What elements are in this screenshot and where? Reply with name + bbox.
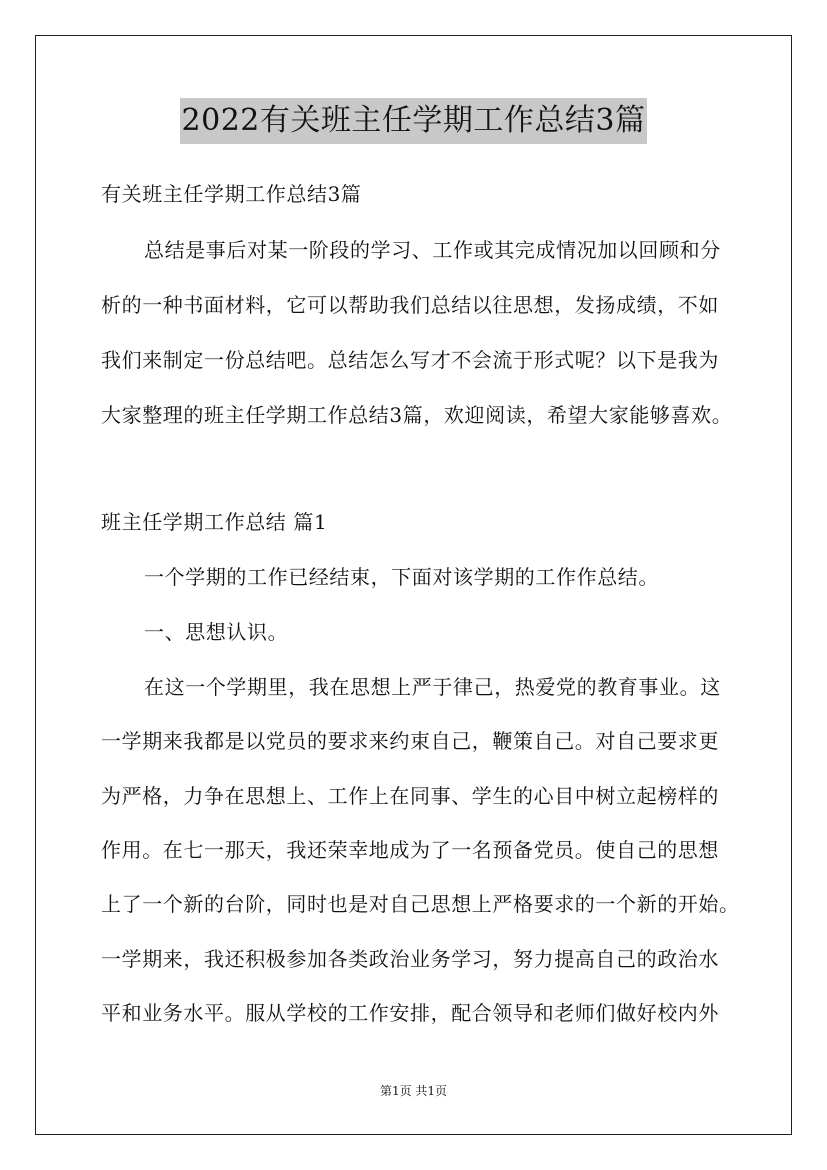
intro-line: 大家整理的班主任学期工作总结3篇，欢迎阅读，希望大家能够喜欢。 (101, 403, 733, 427)
page-footer: 第1页 共1页 (379, 1084, 448, 1098)
title-container (0, 98, 827, 144)
document-title: 2022有关班主任学期工作总结3篇 (180, 98, 648, 144)
intro-line: 总结是事后对某一阶段的学习、工作或其完成情况加以回顾和分 (144, 238, 721, 262)
section-heading: 班主任学期工作总结 篇1 (101, 510, 328, 534)
body-line: 一学期来我都是以党员的要求来约束自己，鞭策自己。对自己要求更 (101, 729, 719, 753)
section-intro: 一个学期的工作已经结束，下面对该学期的工作作总结。 (144, 565, 659, 589)
intro-line: 析的一种书面材料，它可以帮助我们总结以往思想，发扬成绩，不如 (101, 293, 719, 317)
body-line: 上了一个新的台阶，同时也是对自己思想上严格要求的一个新的开始。 (101, 892, 740, 916)
subheading: 一、思想认识。 (144, 620, 289, 644)
body-line: 作用。在七一那天，我还荣幸地成为了一名预备党员。使自己的思想 (101, 838, 719, 862)
document-subtitle: 有关班主任学期工作总结3篇 (101, 182, 362, 206)
body-line: 在这一个学期里，我在思想上严于律己，热爱党的教育事业。这 (144, 675, 721, 699)
intro-line: 我们来制定一份总结吧。总结怎么写才不会流于形式呢？以下是我为 (101, 348, 719, 372)
body-line: 一学期来，我还积极参加各类政治业务学习，努力提高自己的政治水 (101, 947, 719, 971)
body-line: 为严格，力争在思想上、工作上在同事、学生的心目中树立起榜样的 (101, 784, 719, 808)
body-line: 平和业务水平。服从学校的工作安排，配合领导和老师们做好校内外 (101, 1001, 719, 1025)
